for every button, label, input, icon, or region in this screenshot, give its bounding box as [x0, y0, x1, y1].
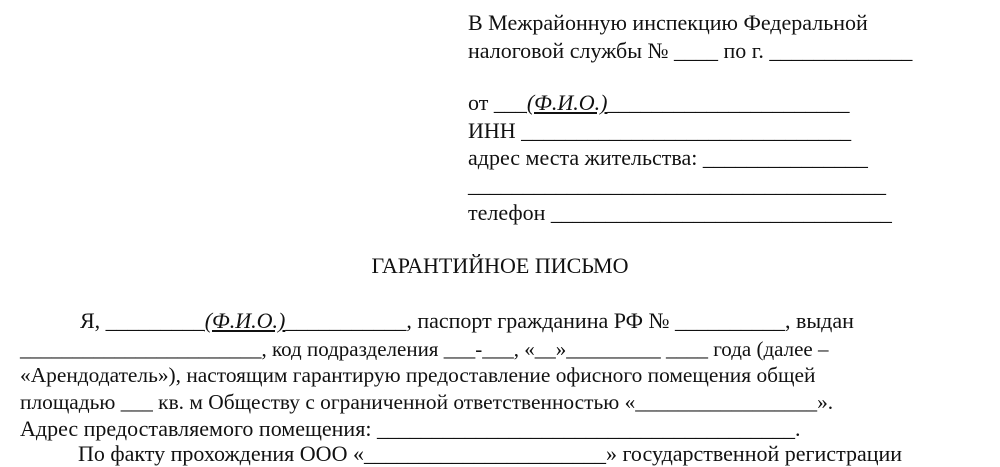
body-line-3: «Арендодатель»), настоящим гарантирую предоставление офисного помещения общей [20, 363, 816, 387]
from-prefix: от ___ [468, 90, 527, 115]
body-line-4: площадью ___ кв. м Обществу с ограниченной ответственностью «_________________». [20, 390, 834, 414]
body-line-5: Адрес предоставляемого помещения: ______________________________________. [20, 416, 801, 441]
body-line-1-start: Я, _________ [80, 308, 205, 333]
addressee-line-2: налоговой службы № ____ по г. _____________ [468, 38, 913, 63]
from-fio-placeholder: (Ф.И.О.) [526, 90, 608, 115]
body-line-1-end: ___________, паспорт гражданина РФ № __________, выдан [285, 308, 854, 333]
address-blank-line: ______________________________________ [468, 172, 886, 197]
body-fio-placeholder: (Ф.И.О.) [204, 308, 286, 333]
address-line: адрес места жительства: _______________ [468, 145, 868, 170]
body-line-6: По факту прохождения ООО «______________________» государственной регистрации [78, 441, 903, 466]
from-line [468, 90, 849, 116]
body-line-2: _______________________, код подразделения ___-___, «__»_________ ____ года (далее – [20, 337, 829, 361]
from-suffix: ______________________ [607, 90, 850, 115]
phone-line: телефон _______________________________ [468, 200, 892, 225]
document-title: ГАРАНТИЙНОЕ ПИСЬМО [371, 253, 629, 278]
inn-line: ИНН ______________________________ [468, 118, 852, 143]
addressee-line-1: В Межрайонную инспекцию Федеральной [468, 10, 868, 35]
body-line-1 [80, 308, 854, 334]
